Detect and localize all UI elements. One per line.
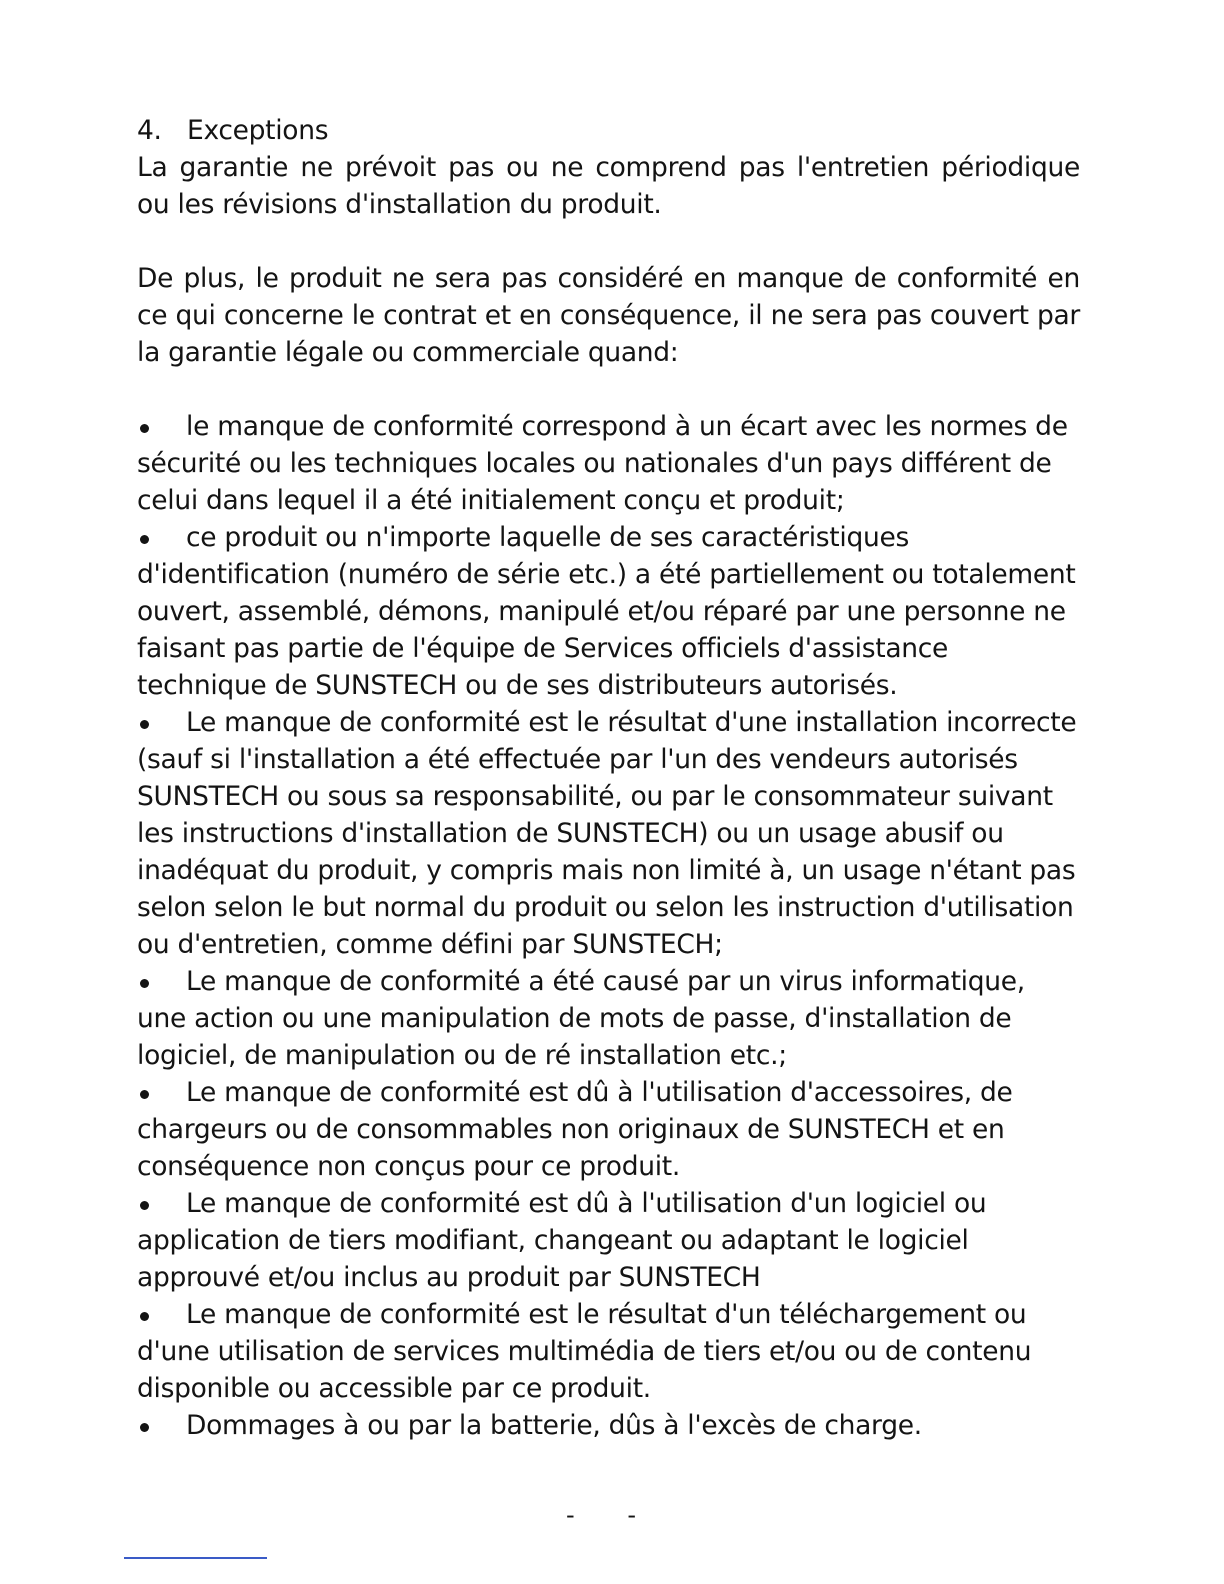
- list-item-text: Le manque de conformité est dû à l'utilisation d'accessoires, de chargeurs ou de consommables non originaux de SUNSTECH et en conséquence non conçus pour ce produit.: [137, 1077, 1013, 1182]
- list-item: [137, 1407, 1080, 1444]
- footer-mark-right: -: [627, 1501, 636, 1529]
- list-item: [137, 1074, 1080, 1185]
- list-item-text: Le manque de conformité a été causé par un virus informatique, une action ou une manipulation de mots de passe, d'installation de logiciel, de manipulation ou de ré installation etc.;: [137, 966, 1025, 1071]
- list-item: [137, 408, 1080, 519]
- footnote-divider: [124, 1557, 267, 1559]
- paragraph-spacer: [137, 371, 1080, 408]
- list-item-text: Dommages à ou par la batterie, dûs à l'excès de charge.: [186, 1410, 922, 1441]
- list-item-text: Le manque de conformité est dû à l'utilisation d'un logiciel ou application de tiers modifiant, changeant ou adaptant le logiciel approuvé et/ou inclus au produit par SUNSTECH: [137, 1188, 987, 1293]
- paragraph-non-conformity: De plus, le produit ne sera pas considéré en manque de conformité en ce qui concerne le contrat et en conséquence, il ne sera pas couvert par la garantie légale ou commerciale quand:: [137, 263, 1080, 368]
- list-item-text: Le manque de conformité est le résultat d'un téléchargement ou d'une utilisation de services multimédia de tiers et/ou ou de contenu disponible ou accessible par ce produit.: [137, 1299, 1032, 1404]
- paragraph-spacer: [137, 223, 1080, 260]
- list-item-text: le manque de conformité correspond à un écart avec les normes de sécurité ou les techniques locales ou nationales d'un pays différent de celui dans lequel il a été initialement conçu et produit;: [137, 411, 1068, 516]
- list-item: [137, 1296, 1080, 1407]
- list-item: [137, 519, 1080, 704]
- list-item: [137, 1185, 1080, 1296]
- page-footer: [566, 1500, 636, 1530]
- section-heading: [137, 112, 1080, 149]
- paragraph-maintenance: La garantie ne prévoit pas ou ne comprend pas l'entretien périodique ou les révisions d'installation du produit.: [137, 152, 1080, 220]
- footer-mark-left: -: [566, 1501, 575, 1529]
- list-item: [137, 704, 1080, 963]
- section-title: Exceptions: [187, 115, 329, 146]
- list-item-text: ce produit ou n'importe laquelle de ses caractéristiques d'identification (numéro de série etc.) a été partiellement ou totalement ouvert, assemblé, démons, manipulé et/ou réparé par une personne ne faisant pas partie de l'équipe de Services officiels d'assistance technique de SUNSTECH ou de ses distributeurs autorisés.: [137, 522, 1076, 701]
- exceptions-list: [137, 408, 1080, 1444]
- list-item: [137, 963, 1080, 1074]
- document-page: [137, 112, 1080, 1444]
- list-item-text: Le manque de conformité est le résultat d'une installation incorrecte (sauf si l'installation a été effectuée par l'un des vendeurs autorisés SUNSTECH ou sous sa responsabilité, ou par le consommateur suivant les instructions d'installation de SUNSTECH) ou un usage abusif ou inadéquat du produit, y compris mais non limité à, un usage n'étant pas selon selon le but normal du produit ou selon les instruction d'utilisation ou d'entretien, comme défini par SUNSTECH;: [137, 707, 1077, 960]
- section-number: 4.: [137, 115, 162, 146]
